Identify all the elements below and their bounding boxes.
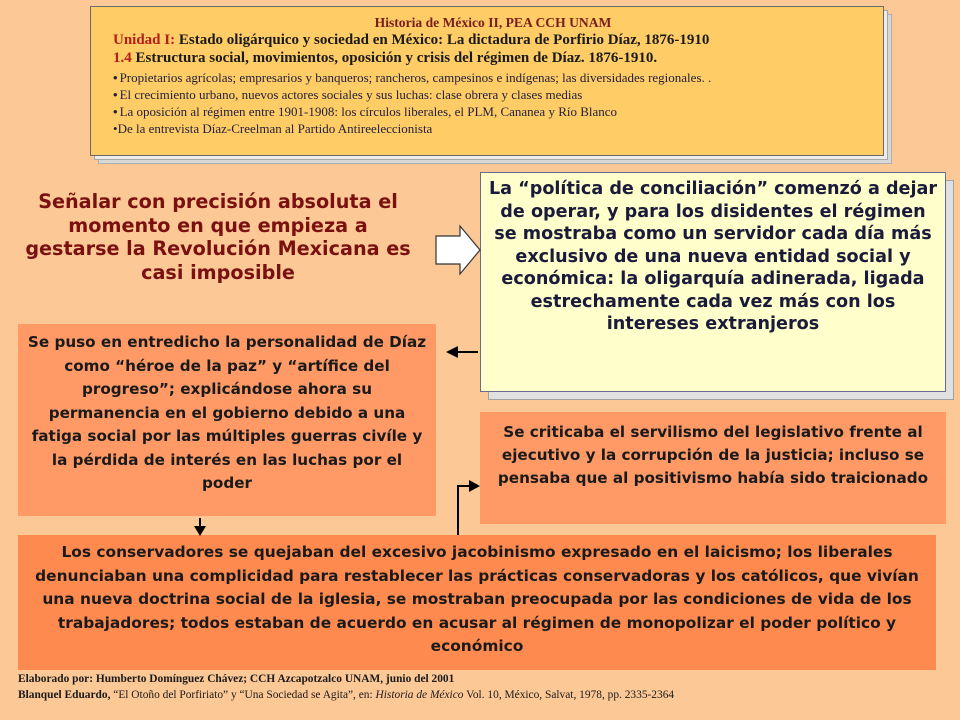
bullet-text: De la entrevista Díaz-Creelman al Partido Antireeleccionista [117,121,433,137]
source-works: “El Otoño del Porfiriato” y “Una Sociedad se Agita”, en: [110,688,373,701]
bullet-marker: • [113,86,118,102]
groups-box: Los conservadores se quejaban del excesivo jacobinismo expresado en el laicismo; los liberales denunciaban una complicidad para restablecer las prácticas conservadoras y los católicos, que vivían una nueva doctrina social de la iglesia, se mostraban preocupada por las condiciones de vida de los trabajadores; todos estaban de acuerdo en acusar al régimen de monopolizar el poder político y económico [18,535,936,670]
author-credit: Elaborado por: Humberto Domínguez Chávez; CCH Azcapotzalco UNAM, junio del 2001 [18,673,455,685]
lead-statement: Señalar con precisión absoluta el momento en que empieza a gestarse la Revolución Mexicana es casi imposible [25,190,411,284]
bullet-text: La oposición al régimen entre 1901-1908: los círculos liberales, el PLM, Cananea y Río Blanco [119,104,618,120]
bullet-marker: • [113,69,118,85]
bullet-text: Propietarios agrícolas; empresarios y banqueros; rancheros, campesinos e indígenas; las diversidades regionales. . [119,69,712,85]
bullet-marker: • [113,104,118,120]
source-citation [18,688,948,704]
source-details: Vol. 10, México, Salvat, 1978, pp. 2335-2364 [463,688,675,701]
arrowhead-down-icon [194,526,206,536]
topic-label: 1.4 [113,50,132,67]
source-author: Blanquel Eduardo, [18,688,111,701]
unit-text: Estado oligárquico y sociedad en México: La dictadura de Porfirio Díaz, 1876-1910 [175,31,710,48]
bullet-marker: • [113,121,118,137]
arrowhead-left-icon [446,346,458,358]
personality-box: Se puso en entredicho la personalidad de Díaz como “héroe de la paz” y “artífice del progreso”; explicándose ahora su permanencia en el gobierno debido a una fatiga social por las múltiples guerras civíle y la pérdida de interés en las luchas por el poder [18,324,436,516]
arrowhead-right-icon [469,480,480,492]
unit-label: Unidad I: [113,31,176,48]
bullet-text: El crecimiento urbano, nuevos actores sociales y sus luchas: clase obrera y clases medias [119,86,583,102]
legislative-box: Se criticaba el servilismo del legislativo frente al ejecutivo y la corrupción de la justicia; incluso se pensaba que al positivismo había sido traicionado [480,412,946,524]
credits-footer [18,672,948,703]
arrow-to-legislative [458,486,470,535]
topic-text: Estructura social, movimientos, oposición y crisis del régimen de Díaz. 1876-1910. [131,50,658,67]
course-title: Historia de México II, PEA CCH UNAM [374,15,612,30]
source-book: Historia de México [372,688,464,701]
conciliation-box: La “política de conciliación” comenzó a dejar de operar, y para los disidentes el régimen se mostraba como un servidor cada día más exclusivo de una nueva entidad social y económica: la oligarquía adinerada, ligada estrechamente cada vez más con los intereses extranjeros [480,172,946,392]
block-arrow-right-icon [436,226,480,274]
